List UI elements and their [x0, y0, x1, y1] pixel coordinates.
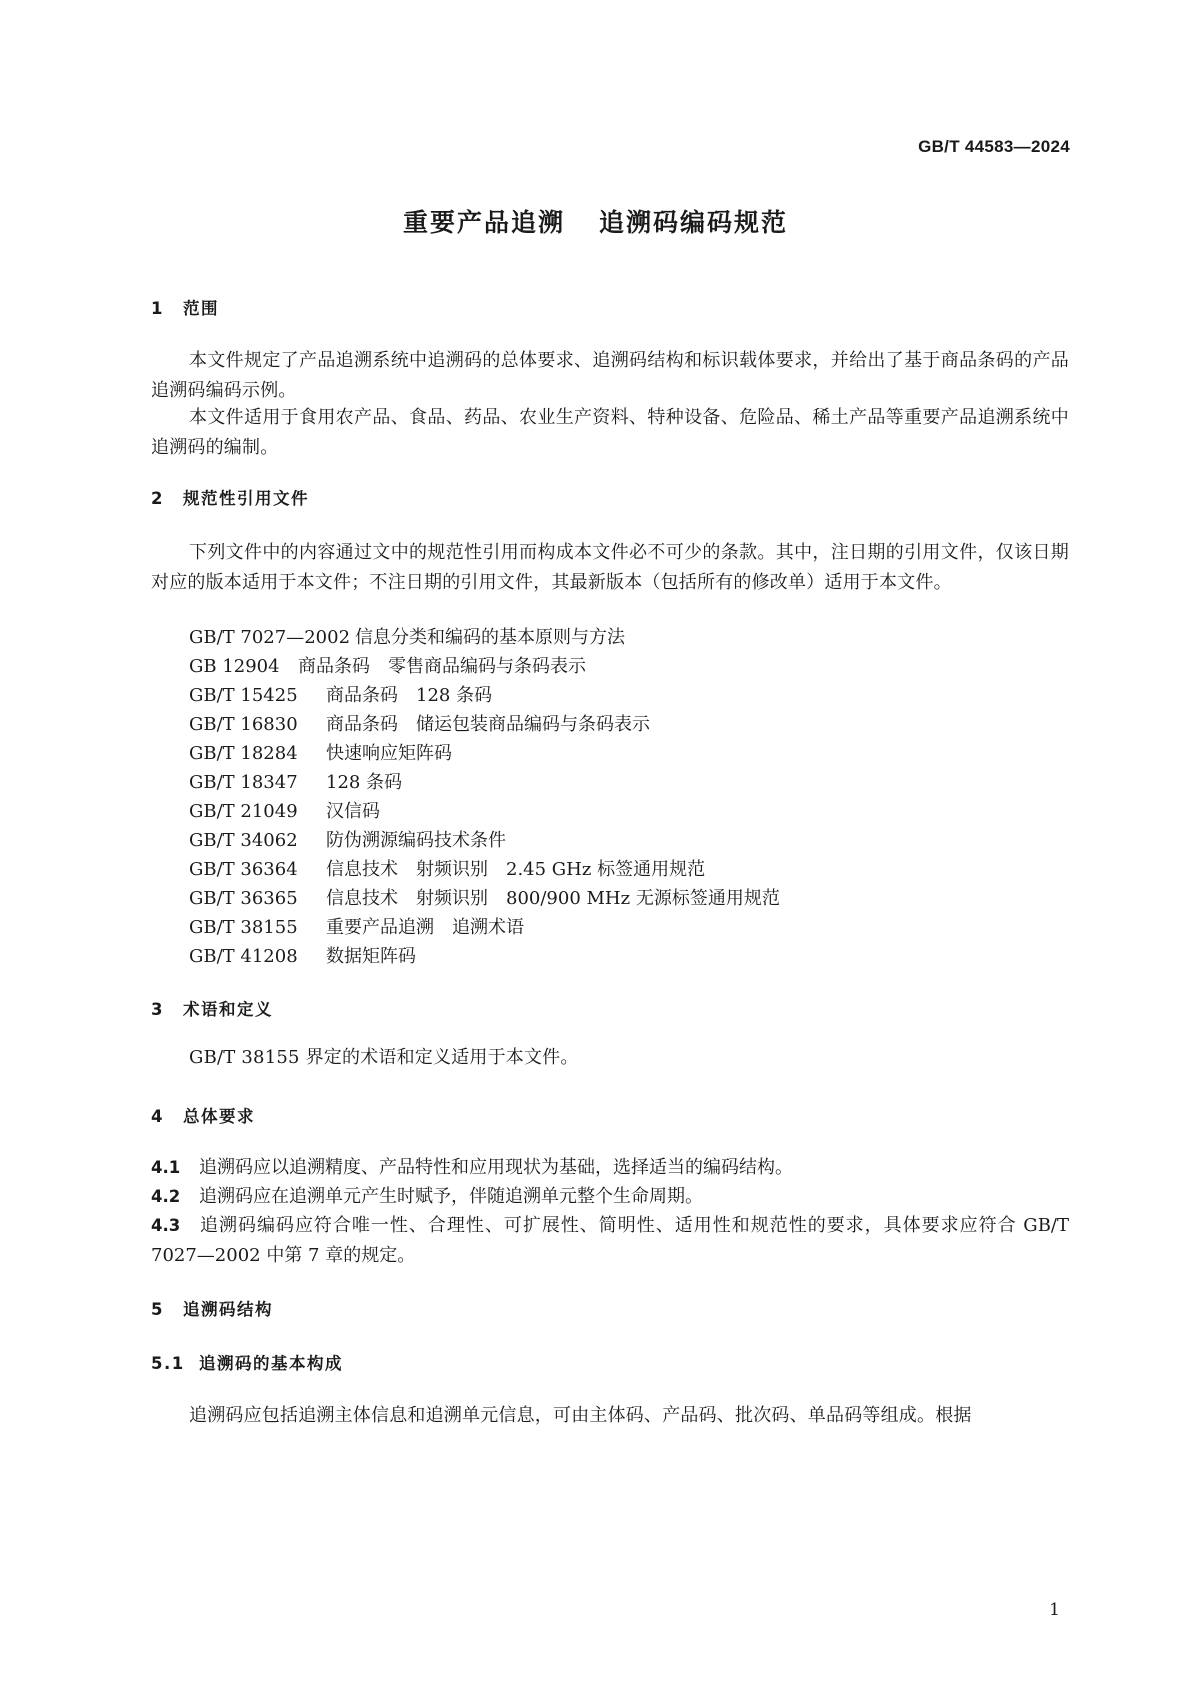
- reference-item: GB/T 15425 商品条码 128 条码: [189, 685, 493, 706]
- section-1-paragraph-2: 本文件适用于食用农产品、食品、药品、农业生产资料、特种设备、危险品、稀土产品等重要产品追溯系统中追溯码的编制。: [151, 407, 1069, 458]
- title-part-2: 追溯码编码规范: [599, 208, 789, 237]
- document-title: [0, 203, 1191, 239]
- clause-4-3: 4.3 追溯码编码应符合唯一性、合理性、可扩展性、简明性、适用性和规范性的要求，具体要求应符合 GB/T 7027—2002 中第 7 章的规定。: [151, 1215, 1069, 1266]
- section-5-1-heading: 5.1 追溯码的基本构成: [151, 1354, 343, 1373]
- section-2-paragraph-1: 下列文件中的内容通过文中的规范性引用而构成本文件必不可少的条款。其中，注日期的引用文件，仅该日期对应的版本适用于本文件；不注日期的引用文件，其最新版本（包括所有的修改单）适用于本文件。: [151, 542, 1069, 593]
- reference-item: GB/T 7027—2002 信息分类和编码的基本原则与方法: [189, 627, 625, 648]
- reference-item: GB/T 18284 快速响应矩阵码: [189, 743, 452, 764]
- reference-item: GB/T 34062 防伪溯源编码技术条件: [189, 830, 506, 851]
- clause-4-1: 4.1 追溯码应以追溯精度、产品特性和应用现状为基础，选择适当的编码结构。: [151, 1157, 793, 1178]
- clause-4-2: 4.2 追溯码应在追溯单元产生时赋予，伴随追溯单元整个生命周期。: [151, 1186, 703, 1207]
- reference-item: GB/T 36365 信息技术 射频识别 800/900 MHz 无源标签通用规范: [189, 888, 780, 909]
- section-2-heading: 2 规范性引用文件: [151, 489, 309, 508]
- reference-item: GB/T 16830 商品条码 储运包装商品编码与条码表示: [189, 714, 650, 735]
- reference-item: GB/T 41208 数据矩阵码: [189, 946, 416, 967]
- standard-number: GB/T 44583—2024: [918, 137, 1070, 156]
- section-3-paragraph-1: GB/T 38155 界定的术语和定义适用于本文件。: [189, 1047, 579, 1068]
- section-4-heading: 4 总体要求: [151, 1107, 255, 1126]
- section-5-heading: 5 追溯码结构: [151, 1300, 273, 1319]
- section-1-heading: 1 范围: [151, 299, 219, 318]
- reference-item: GB/T 18347 128 条码: [189, 772, 403, 793]
- section-5-1-paragraph-1: 追溯码应包括追溯主体信息和追溯单元信息，可由主体码、产品码、批次码、单品码等组成。根据: [189, 1405, 972, 1426]
- reference-item: GB/T 36364 信息技术 射频识别 2.45 GHz 标签通用规范: [189, 859, 706, 880]
- reference-item: GB/T 21049 汉信码: [189, 801, 380, 822]
- section-3-heading: 3 术语和定义: [151, 1000, 273, 1019]
- page-number: 1: [1049, 1600, 1060, 1620]
- reference-item: GB 12904 商品条码 零售商品编码与条码表示: [189, 656, 586, 677]
- section-1-paragraph-1: 本文件规定了产品追溯系统中追溯码的总体要求、追溯码结构和标识载体要求，并给出了基于商品条码的产品追溯码编码示例。: [151, 350, 1069, 401]
- title-part-1: 重要产品追溯: [402, 208, 565, 237]
- reference-item: GB/T 38155 重要产品追溯 追溯术语: [189, 917, 524, 938]
